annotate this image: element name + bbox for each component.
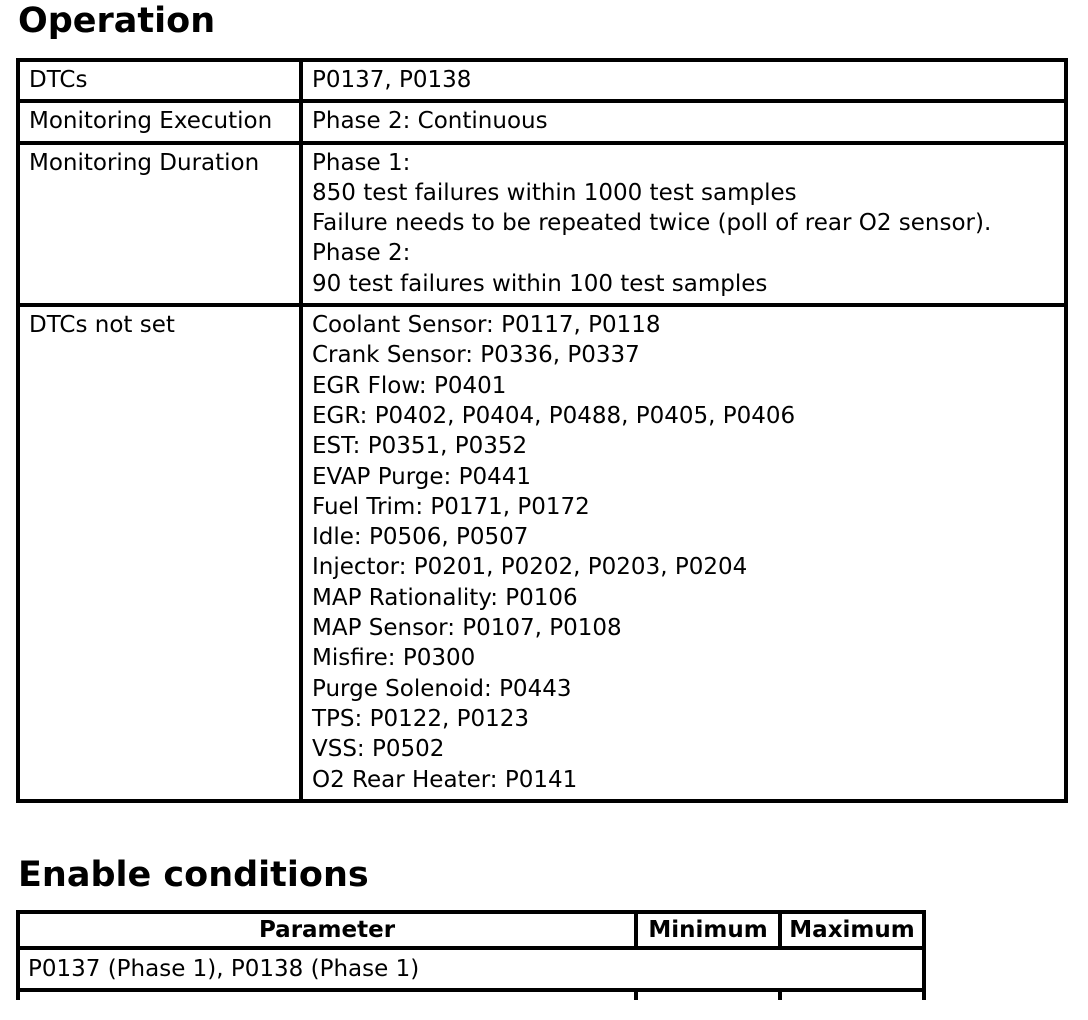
- enable-group-label: P0137 (Phase 1), P0138 (Phase 1): [18, 948, 924, 990]
- enable-partial-cell: [636, 990, 780, 1000]
- enable-group-row: [18, 948, 924, 990]
- value-line: Misfire: P0300: [312, 645, 476, 672]
- operation-row: [18, 143, 1066, 305]
- value-line: TPS: P0122, P0123: [312, 705, 530, 732]
- operation-row-label: DTCs: [18, 60, 301, 101]
- value-line: EST: P0351, P0352: [312, 433, 528, 460]
- enable-partial-cell: [18, 990, 636, 1000]
- operation-row-label: DTCs not set: [18, 305, 301, 801]
- enable-conditions-heading: Enable conditions: [18, 855, 369, 895]
- enable-partial-cell: [780, 990, 924, 1000]
- value-line: VSS: P0502: [312, 736, 445, 763]
- value-line: 90 test failures within 100 test samples: [312, 270, 768, 297]
- operation-heading: Operation: [18, 1, 216, 41]
- value-line: Injector: P0201, P0202, P0203, P0204: [312, 554, 748, 581]
- operation-row: [18, 60, 1066, 101]
- operation-row-label: Monitoring Execution: [18, 101, 301, 142]
- operation-row: [18, 101, 1066, 142]
- operation-row-value: [301, 143, 1066, 305]
- minimum-header: Minimum: [636, 912, 780, 948]
- enable-conditions-table: [16, 910, 926, 1000]
- value-line: 850 test failures within 1000 test samples: [312, 179, 797, 206]
- enable-partial-row: [18, 990, 924, 1000]
- value-line: EGR Flow: P0401: [312, 372, 507, 399]
- operation-row: [18, 305, 1066, 801]
- value-line: Coolant Sensor: P0117, P0118: [312, 312, 661, 339]
- enable-header-row: [18, 912, 924, 948]
- value-line: Phase 2:: [312, 240, 411, 267]
- value-line: Purge Solenoid: P0443: [312, 675, 572, 702]
- operation-table: [16, 58, 1068, 803]
- operation-row-value: [301, 101, 1066, 142]
- value-line: Phase 1:: [312, 149, 411, 176]
- operation-row-value: [301, 305, 1066, 801]
- value-line: Fuel Trim: P0171, P0172: [312, 493, 590, 520]
- value-line: MAP Sensor: P0107, P0108: [312, 615, 622, 642]
- value-line: O2 Rear Heater: P0141: [312, 766, 578, 793]
- value-line: EVAP Purge: P0441: [312, 463, 532, 490]
- operation-row-value: [301, 60, 1066, 101]
- value-line: Failure needs to be repeated twice (poll of rear O2 sensor).: [312, 210, 992, 237]
- parameter-header: Parameter: [18, 912, 636, 948]
- value-line: MAP Rationality: P0106: [312, 584, 578, 611]
- value-line: EGR: P0402, P0404, P0488, P0405, P0406: [312, 402, 796, 429]
- value-line: Crank Sensor: P0336, P0337: [312, 342, 640, 369]
- maximum-header: Maximum: [780, 912, 924, 948]
- value-line: Phase 2: Continuous: [312, 108, 548, 135]
- value-line: Idle: P0506, P0507: [312, 524, 529, 551]
- operation-row-label: Monitoring Duration: [18, 143, 301, 305]
- value-line: P0137, P0138: [312, 67, 472, 93]
